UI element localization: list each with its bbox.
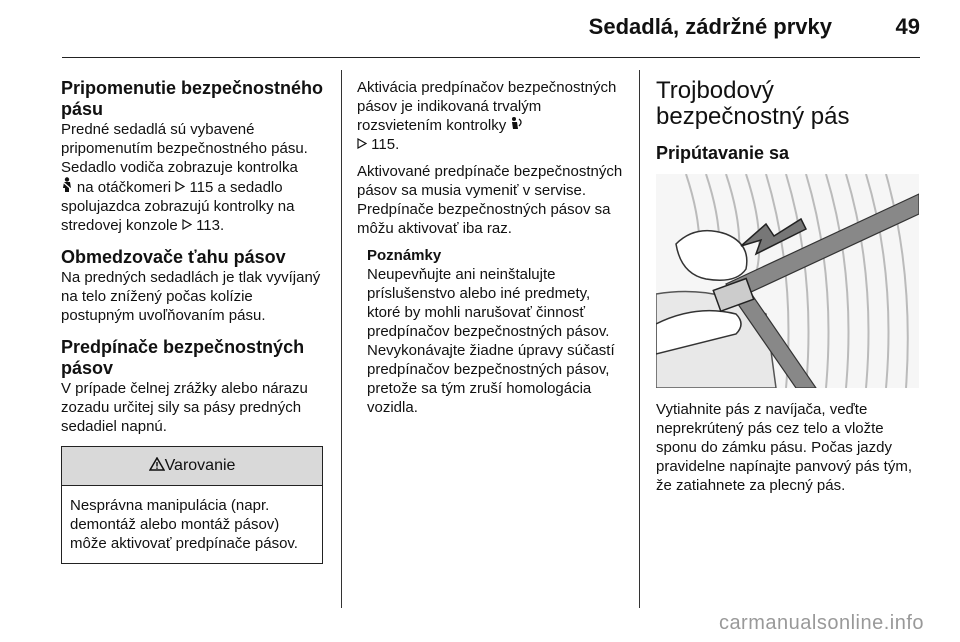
body-text: Predné sedadlá sú vybavené pripomenutím bezpečnostného pásu. Sedadlo vodiča zobrazuje kontrolka	[61, 121, 308, 176]
chapter-title: Trojbodový bezpečnostný pás	[656, 77, 850, 130]
note-block	[367, 246, 627, 417]
warning-body: Nesprávna manipulácia (napr. demontáž alebo montáž pásov) môže aktivovať predpínače pásov.	[70, 497, 298, 552]
seatbelt-fastening-illustration	[656, 174, 919, 388]
page-reference[interactable]: 115	[189, 179, 214, 196]
body-text: Aktivácia predpínačov bezpečnostných pásov je indikovaná trvalým rozsvietením kontrolky	[357, 79, 617, 134]
column-1	[61, 78, 326, 564]
header-title: Sedadlá, zádržné prvky	[588, 14, 832, 39]
page-reference[interactable]: 113.	[196, 217, 225, 234]
reference-arrow-icon	[182, 217, 196, 234]
seatbelt-icon	[61, 179, 77, 195]
section-title-seatbelt-reminder: Pripomenutie bezpečnostného pásu	[61, 78, 324, 119]
watermark: carmanualsonline.info	[718, 612, 924, 634]
pretensioner-replacement-text: Aktivované predpínače bezpečnostných pásov sa musia vymeniť v servise. Predpínače bezpečnostných pásov sa môžu aktivovať iba raz.	[357, 163, 623, 237]
body-text: a sedadlo spolujazdca zobrazujú kontrolky na stredovej konzole	[61, 179, 295, 234]
section-subtitle: Pripútavanie sa	[656, 143, 790, 163]
reference-arrow-icon	[175, 179, 189, 196]
column-2	[357, 78, 627, 417]
section-title-belt-force-limiters: Obmedzovače ťahu pásov	[61, 247, 286, 267]
column-divider-1	[341, 70, 342, 608]
column-3	[656, 78, 926, 495]
note-title: Poznámky	[367, 247, 442, 264]
warning-title: Varovanie	[164, 457, 236, 474]
page-number: 49	[895, 14, 920, 39]
pretensioner-activation-text	[357, 78, 627, 154]
section-body-belt-force-limiters: Na predných sedadlách je tlak vyvíjaný na telo znížený počas kolízie postupným uvoľňovaním pásu.	[61, 269, 321, 324]
header-divider	[62, 57, 920, 58]
page-header	[0, 0, 960, 60]
warning-box	[61, 446, 323, 564]
body-text: na otáčkomeri	[76, 179, 172, 196]
note-body: Neupevňujte ani neinštalujte príslušenstvo alebo iné predmety, ktoré by mohli narušovať činnosť predpínačov bezpečnostných pásov. Nevykonávajte žiadne úpravy súčastí predpínačov bezpečnostných pásov, pretože sa tým zruší homologácia vozidla.	[367, 266, 615, 416]
section-title-belt-pretensioners: Predpínače bezpečnostných pásov	[61, 337, 305, 378]
page-reference[interactable]: 115.	[371, 136, 400, 153]
warning-triangle-icon	[149, 457, 165, 476]
warning-header	[62, 447, 322, 486]
section-body-belt-pretensioners: V prípade čelnej zrážky alebo nárazu zozadu určitej sily sa pásy predných sedadiel napnú.	[61, 380, 308, 435]
column-divider-2	[639, 70, 640, 608]
reference-arrow-icon	[357, 136, 371, 153]
fastening-instructions: Vytiahnite pás z navíjača, veďte neprekrútený pás cez telo a vložte sponu do zámku pásu. Počas jazdy pravidelne napínajte panvový pás tým, že zatiahnete za plecný pás.	[656, 401, 912, 494]
airbag-icon	[510, 117, 524, 134]
section-body-seatbelt-reminder	[61, 120, 326, 235]
